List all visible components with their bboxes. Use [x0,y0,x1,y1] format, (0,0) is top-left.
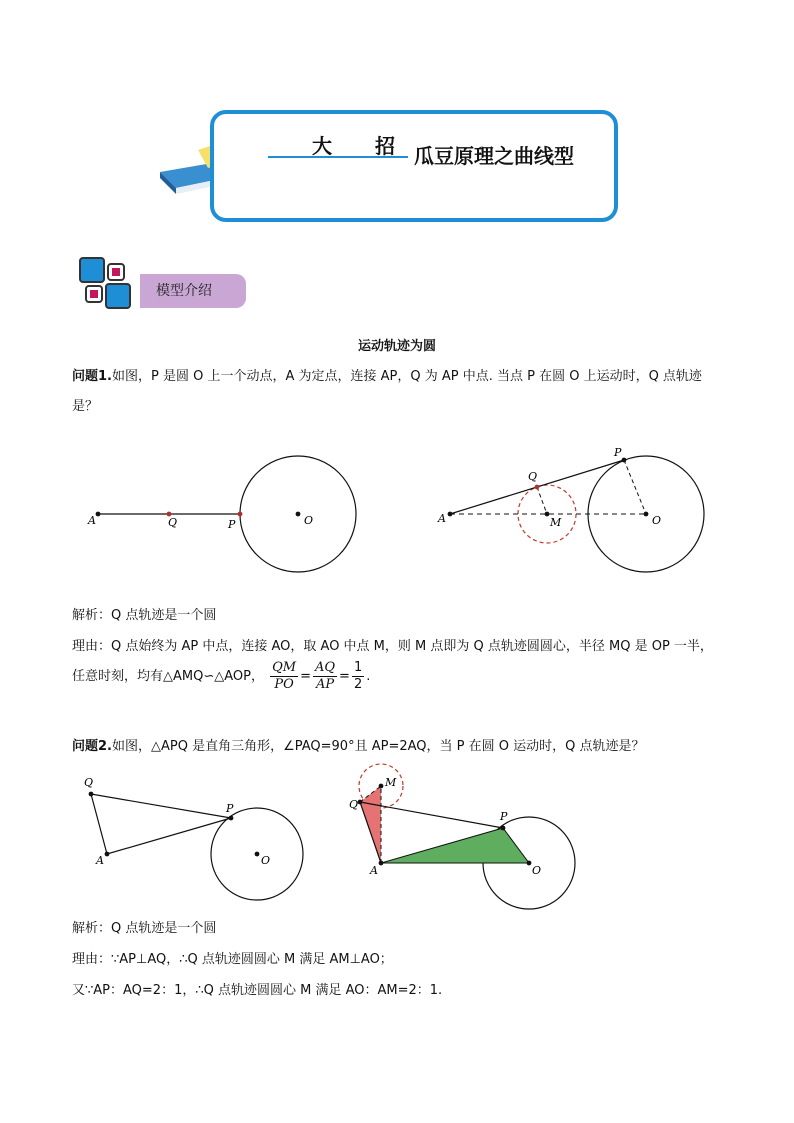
label-P: P [500,810,508,823]
figure2-right [340,762,590,914]
problem2-prefix: 问题2. [72,739,112,754]
section-squares-icon [78,256,134,312]
analysis2-line3: 又∵AP：AQ=2：1，∴Q 点轨迹圆圆心 M 满足 AO：AM=2：1. [72,983,443,998]
label-O: O [261,854,271,867]
figure1-right [430,442,720,582]
label-A: A [370,864,378,877]
fraction-one-half: $\frac{1}{2}$ [353,660,363,692]
banner-left-text: 大 招 [312,134,413,158]
label-Q: Q [528,470,538,483]
problem1-text: 如图，P 是圆 O 上一个动点，A 为定点，连接 AP，Q 为 AP 中点. 当点 P 在圆 O 上运动时，Q 点轨迹 [111,369,702,384]
fraction-aq-ap: $\frac{AQ}{AP}$ [314,660,336,692]
fraction-qm-po: $\frac{QM}{PO}$ [272,660,297,692]
analysis2-line2: 理由：∵AP⊥AQ，∴Q 点轨迹圆圆心 M 满足 AM⊥AO； [72,952,393,967]
label-A: A [438,512,446,525]
label-P: P [226,802,234,815]
label-P: P [614,446,622,459]
analysis1-line2: 理由：Q 点始终为 AP 中点，连接 AO，取 AO 中点 M，则 M 点即为 Q 点轨迹圆圆心，半径 MQ 是 OP 一半， [72,639,713,654]
problem1-line1 [72,366,732,388]
label-A: A [96,854,104,867]
label-Q: Q [349,798,359,811]
label-M: M [385,776,397,789]
label-M: M [550,516,562,529]
problem1-line2: 是？ [72,399,99,414]
label-A: A [88,514,96,527]
section-label: 模型介绍 [156,283,212,299]
analysis1-line1: 解析：Q 点轨迹是一个圆 [72,608,217,623]
problem2-text: 如图，△APQ 是直角三角形，∠PAQ=90°且 AP=2AQ，当 P 在圆 O 运动时，Q 点轨迹是？ [111,739,645,754]
analysis1-similarity: 任意时刻，均有△AMQ∽△AOP， [72,669,264,684]
label-P: P [228,518,236,531]
label-O: O [652,514,662,527]
figure2-left [80,770,320,910]
heading: 运动轨迹为圆 [357,339,436,354]
banner-title: 瓜豆原理之曲线型 [414,144,574,168]
label-Q: Q [168,516,178,529]
analysis2-line1: 解析：Q 点轨迹是一个圆 [72,921,217,936]
label-O: O [532,864,542,877]
figure1-left [80,448,380,578]
label-O: O [304,514,314,527]
analysis1-line3: 任意时刻，均有△AMQ∽△AOP， $\frac{QM}{PO}$ = $\frac{AQ}{AP}$ = $\frac{1}{2}$ . [72,660,371,692]
label-Q: Q [84,776,94,789]
problem2-line [72,736,752,758]
problem1-prefix: 问题1. [72,369,112,384]
